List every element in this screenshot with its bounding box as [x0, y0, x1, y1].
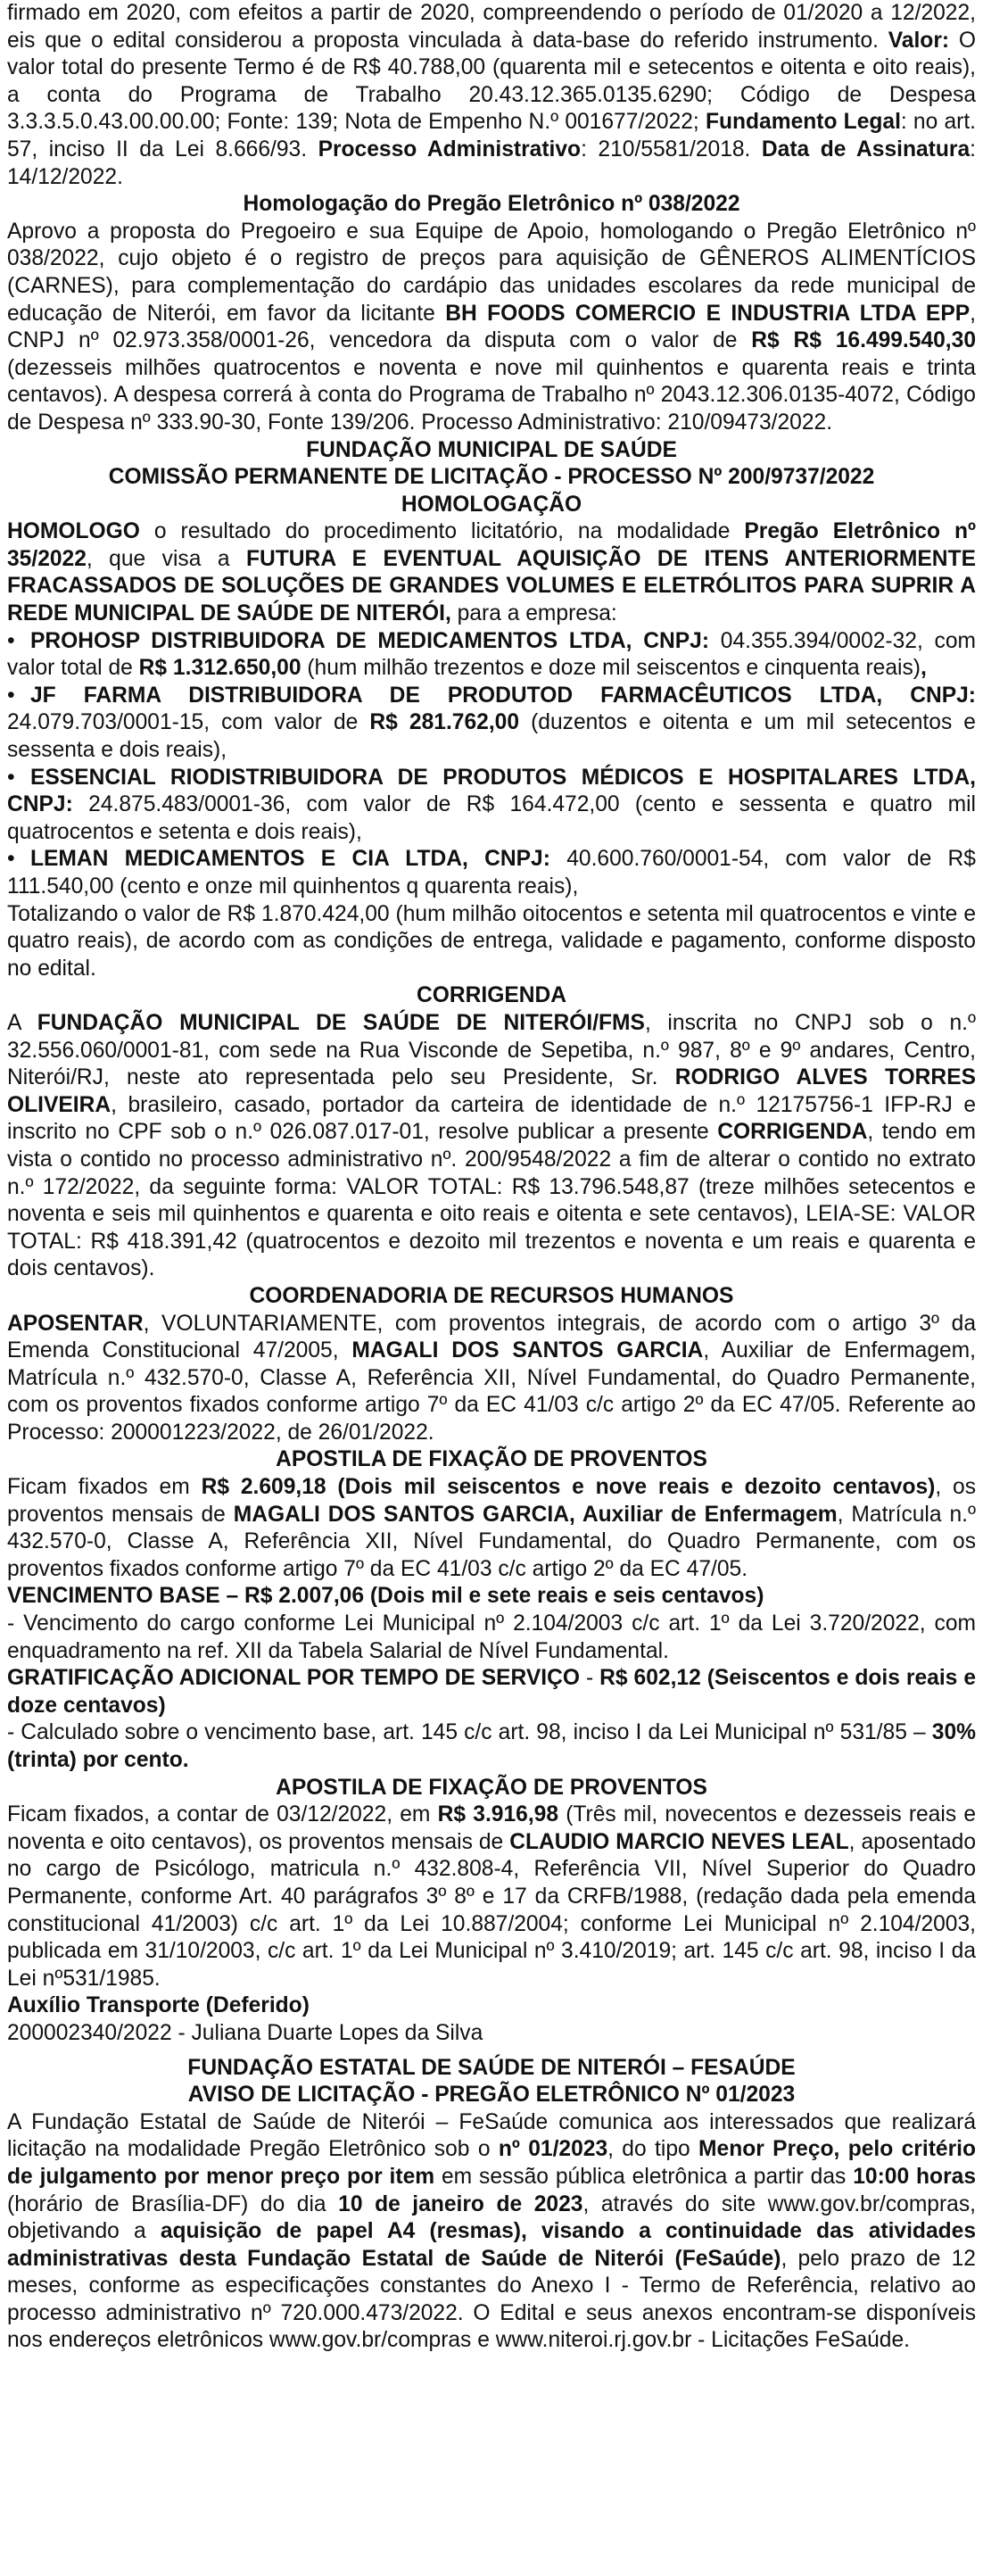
text: MAGALI DOS SANTOS GARCIA: [351, 1338, 704, 1363]
text: Valor:: [888, 28, 950, 53]
text: Fundamento Legal: [705, 110, 901, 135]
text: 10:00 horas: [853, 2164, 976, 2189]
list-item: [7, 846, 976, 900]
section-title: APOSTILA DE FIXAÇÃO DE PROVENTOS: [276, 1775, 707, 1800]
section-subtitle: HOMOLOGAÇÃO: [401, 492, 582, 517]
aposentar-paragraph: [7, 1311, 976, 1447]
text: : 14/12/2022.: [7, 137, 976, 189]
text: ,: [920, 656, 927, 681]
text: nº 01/2023: [498, 2137, 608, 2162]
text: R$ 602,12 (Seiscentos e dois reais e doze centavos): [7, 1666, 976, 1718]
gratificacao-heading: [7, 1665, 976, 1719]
text: R$ 3.916,98: [437, 1802, 559, 1827]
text: CORRIGENDA: [717, 1120, 868, 1145]
list-item: [7, 765, 976, 847]
text: GRATIFICAÇÃO ADICIONAL POR TEMPO DE SERVIÇO: [7, 1666, 580, 1691]
section-subtitle: COMISSÃO PERMANENTE DE LICITAÇÃO - PROCESSO Nº 200/9737/2022: [108, 465, 875, 490]
text: CLAUDIO MARCIO NEVES LEAL: [509, 1829, 849, 1854]
text: , brasileiro, casado, portador da carteira de identidade de n.º 12175756-1 IFP-RJ e inscrito no CPF sob o n.º 026.087.017-01, resolve publicar a presente: [7, 1092, 976, 1145]
text: PROHOSP DISTRIBUIDORA DE MEDICAMENTOS LTDA, CNPJ:: [30, 628, 710, 653]
text: Aprovo a proposta do Pregoeiro e sua Equipe de Apoio, homologando o Pregão Eletrônico nº 038/2022, cujo objeto é o registro de preços para aquisição de GÊNEROS ALIMENTÍCIOS (CARNES), para complementação do cardápio das unidades escolares da rede municipal de educação de Niterói, em favor da licitante: [7, 219, 976, 326]
total-paragraph: Totalizando o valor de R$ 1.870.424,00 (hum milhão oitocentos e setenta mil quatrocentos e vinte e quatro reais), de acordo com as condições de entrega, validade e pagamento, conforme disposto no edital.: [7, 901, 976, 981]
text: HOMOLOGO: [7, 519, 140, 544]
aviso-paragraph: [7, 2109, 976, 2355]
text: (dezesseis milhões quatrocentos e noventa e nove mil quinhentos e quarenta reais e trinta centavos). A despesa correrá à conta do Programa de Trabalho nº 2043.12.306.0135-4072, Código de Despesa nº 333.90-30, Fonte 139/206. Processo Administrativo: 210/09473/2022.: [7, 355, 976, 435]
text: A Fundação Estatal de Saúde de Niterói – FeSaúde comunica aos interessados que realizará licitação na modalidade Pregão Eletrônico sob o: [7, 2109, 976, 2162]
text: , Matrícula n.º 432.570-0, Classe A, Referência XII, Nível Fundamental, do Quadro Permanente, com os proventos fixados conforme artigo 7º da EC 41/03 c/c artigo 2º da EC 47/05.: [7, 1502, 976, 1581]
homologo-paragraph: [7, 518, 976, 627]
corrigenda-paragraph: [7, 1010, 976, 1283]
text: JF FARMA DISTRIBUIDORA DE PRODUTOD FARMACÊUTICOS LTDA, CNPJ:: [30, 683, 976, 708]
text: , com valor de: [203, 710, 370, 735]
text: VENCIMENTO BASE – R$ 2.007,06 (Dois mil e sete reais e seis centavos): [7, 1584, 764, 1609]
text: 24.079.703/0001-15: [7, 710, 204, 735]
auxilio-heading: [7, 1992, 976, 2020]
text: - Calculado sobre o vencimento base, art. 145 c/c art. 98, inciso I da Lei Municipal nº 531/85 –: [7, 1720, 932, 1745]
section-title: COORDENADORIA DE RECURSOS HUMANOS: [249, 1283, 734, 1308]
text: Ficam fixados em: [7, 1475, 202, 1500]
text: R$ 1.312.650,00: [138, 656, 302, 681]
text: FUNDAÇÃO MUNICIPAL DE SAÚDE DE NITERÓI/FMS: [37, 1010, 645, 1035]
homologacao-paragraph: [7, 219, 976, 437]
text: FUTURA E EVENTUAL AQUISIÇÃO DE ITENS ANTERIORMENTE FRACASSADOS DE SOLUÇÕES DE GRANDES VOLUMES E ELETRÓLITOS PARA SUPRIR A REDE MUNICIPAL DE SAÚDE DE NITERÓI,: [7, 546, 976, 626]
text: , CNPJ nº 02.973.358/0001-26, vencedora da disputa com o valor de: [7, 301, 976, 353]
text: 10 de janeiro de 2023: [338, 2191, 583, 2216]
text: Ficam fixados, a contar de 03/12/2022, em: [7, 1802, 438, 1827]
apostila-paragraph: [7, 1474, 976, 1583]
text: para a empresa:: [450, 601, 617, 626]
text: aquisição de papel A4 (resmas), visando a continuidade das atividades administrativas desta Fundação Estatal de Saúde de Niterói (FeSaúde): [7, 2219, 976, 2271]
text: , aposentado no cargo de Psicólogo, matricula n.º 432.808-4, Referência VII, Nível Superior do Quadro Permanente, conforme Art. 40 parágrafos 3º 8º e 17 da CRFB/1988, (redação dada pela emenda constitucional 41/2003) c/c art. 1º da Lei 10.887/2004; conforme Lei Municipal nº 2.104/2003, publicada em 31/10/2003, c/c art. 1º da Lei Municipal nº 3.410/2019; art. 145 c/c art. 98, inciso I da Lei nº531/1985.: [7, 1829, 976, 1991]
text: -: [579, 1666, 600, 1691]
text: RODRIGO ALVES TORRES OLIVEIRA: [7, 1065, 976, 1117]
section-title: APOSTILA DE FIXAÇÃO DE PROVENTOS: [276, 1447, 707, 1472]
text: firmado em 2020, com efeitos a partir de 2020, compreendendo o período de 01/2020 a 12/2022, eis que o edital considerou a proposta vinculada à data-base do referido instrumento.: [7, 1, 976, 53]
text: , Auxiliar de Enfermagem, Matrícula n.º 432.570-0, Classe A, Referência XII, Nível Fundamental, do Quadro Permanente, com os proventos fixados conforme artigo 7º da EC 41/03 c/c artigo 2º da EC 47/05. Referente ao Processo: 200001223/2022, de 26/01/2022.: [7, 1338, 976, 1445]
vencimento-paragraph: - Vencimento do cargo conforme Lei Municipal nº 2.104/2003 c/c art. 1º da Lei 3.720/2022, com enquadramento na ref. XII da Tabela Salarial de Nível Fundamental.: [7, 1611, 976, 1663]
bullet-icon: •: [7, 847, 15, 872]
section-title: CORRIGENDA: [416, 983, 567, 1008]
termo-paragraph: [7, 0, 976, 191]
text: 30% (trinta) por cento.: [7, 1720, 976, 1772]
apostila-paragraph: [7, 1802, 976, 1992]
text: Menor Preço, pelo critério de julgamento por menor preço por item: [7, 2137, 976, 2189]
list-item: [7, 628, 976, 683]
text: 24.875.483/0001-36, com valor de R$ 164.472,00 (cento e sessenta e quatro mil quatrocentos e setenta e dois reais),: [7, 792, 976, 844]
text: O valor total do presente Termo é de R$ 40.788,00 (quarenta mil e setecentos e oitenta e oito reais), a conta do Programa de Trabalho 20.43.12.365.0135.6290; Código de Despesa 3.3.3.5.0.43.00.00.00; Fonte: 139; Nota de Empenho N.º 001677/2022;: [7, 28, 976, 135]
section-title: FUNDAÇÃO ESTATAL DE SAÚDE DE NITERÓI – FESAÚDE: [187, 2055, 796, 2080]
gratificacao-paragraph: [7, 1719, 976, 1774]
text: , através do site www.gov.br/compras, objetivando a: [7, 2191, 976, 2244]
section-title: Homologação do Pregão Eletrônico nº 038/2022: [243, 192, 740, 217]
text: , que visa a: [86, 546, 246, 571]
text: ESSENCIAL RIODISTRIBUIDORA DE PRODUTOS MÉDICOS E HOSPITALARES LTDA, CNPJ:: [7, 765, 976, 817]
text: R$ 281.762,00: [369, 710, 520, 735]
bullet-icon: •: [7, 683, 15, 708]
text: (Três mil, novecentos e dezesseis reais e noventa e oito centavos), os proventos mensais de: [7, 1802, 977, 1854]
text: : no art. 57, inciso II da Lei 8.666/93.: [7, 110, 977, 162]
section-title: FUNDAÇÃO MUNICIPAL DE SAÚDE: [306, 437, 677, 462]
text: : 210/5581/2018.: [581, 137, 762, 162]
auxilio-line: 200002340/2022 - Juliana Duarte Lopes da Silva: [7, 2020, 483, 2045]
text: Processo Administrativo: [318, 137, 582, 162]
text: , inscrita no CNPJ sob o n.º 32.556.060/0001-81, com sede na Rua Visconde de Sepetiba, n.º 987, 8º e 9º andares, Centro, Niterói/RJ, neste ato representada pelo seu Presidente, Sr.: [7, 1010, 976, 1090]
text: LEMAN MEDICAMENTOS E CIA LTDA, CNPJ:: [30, 847, 550, 872]
text: , pelo prazo de 12 meses, conforme as especificações constantes do Anexo I - Termo de Referência, relativo ao processo administrativo nº 720.000.473/2022. O Edital e seus anexos encontram-se disponíveis nos endereços eletrônicos www.gov.br/compras e www.niteroi.rj.gov.br - Licitações FeSaúde.: [7, 2246, 976, 2353]
text: APOSENTAR: [7, 1311, 144, 1336]
text: A: [7, 1010, 37, 1035]
text: (duzentos e oitenta e um mil setecentos e sessenta e dois reais),: [7, 710, 976, 763]
vencimento-heading: [7, 1583, 976, 1611]
text: Auxílio Transporte (Deferido): [7, 1993, 310, 2018]
text: , VOLUNTARIAMENTE, com proventos integrais, de acordo com o artigo 3º da Emenda Constitucional 47/2005,: [7, 1311, 976, 1363]
text: , os proventos mensais de: [7, 1475, 977, 1527]
text: Data de Assinatura: [761, 137, 971, 162]
text: , do tipo: [607, 2137, 699, 2162]
text: 04.355.394/0002-32, com valor total de: [7, 628, 977, 681]
bullet-icon: •: [7, 765, 15, 790]
list-item: [7, 683, 976, 765]
text: R$ R$ 16.499.540,30: [751, 328, 976, 353]
text: o resultado do procedimento licitatório, na modalidade: [139, 519, 745, 544]
text: BH FOODS COMERCIO E INDUSTRIA LTDA EPP: [445, 301, 971, 326]
bullet-icon: •: [7, 628, 15, 653]
text: (hum milhão trezentos e doze mil seiscentos e cinquenta reais): [301, 656, 921, 681]
text: em sessão pública eletrônica a partir das: [434, 2164, 854, 2189]
text: (horário de Brasília-DF) do dia: [7, 2191, 339, 2216]
text: Pregão Eletrônico nº 35/2022: [7, 519, 976, 571]
text: , tendo em vista o contido no processo administrativo nº. 200/9548/2022 a fim de alterar o contido no extrato n.º 172/2022, da seguinte forma: VALOR TOTAL: R$ 13.796.548,87 (treze milhões setecentos e noventa e seis mil quinhentos e quarenta e oito reais e oitenta e sete centavos), LEIA-SE: VALOR TOTAL: R$ 418.391,42 (quatrocentos e dezoito mil trezentos e noventa e um reais e quarenta e dois centavos).: [7, 1120, 976, 1281]
text: R$ 2.609,18 (Dois mil seiscentos e nove reais e dezoito centavos): [201, 1475, 936, 1500]
text: 40.600.760/0001-54, com valor de R$ 111.540,00 (cento e onze mil quinhentos q quarenta reais),: [7, 847, 976, 899]
section-subtitle: AVISO DE LICITAÇÃO - PREGÃO ELETRÔNICO Nº 01/2023: [187, 2083, 796, 2108]
text: MAGALI DOS SANTOS GARCIA, Auxiliar de Enfermagem: [233, 1502, 838, 1527]
